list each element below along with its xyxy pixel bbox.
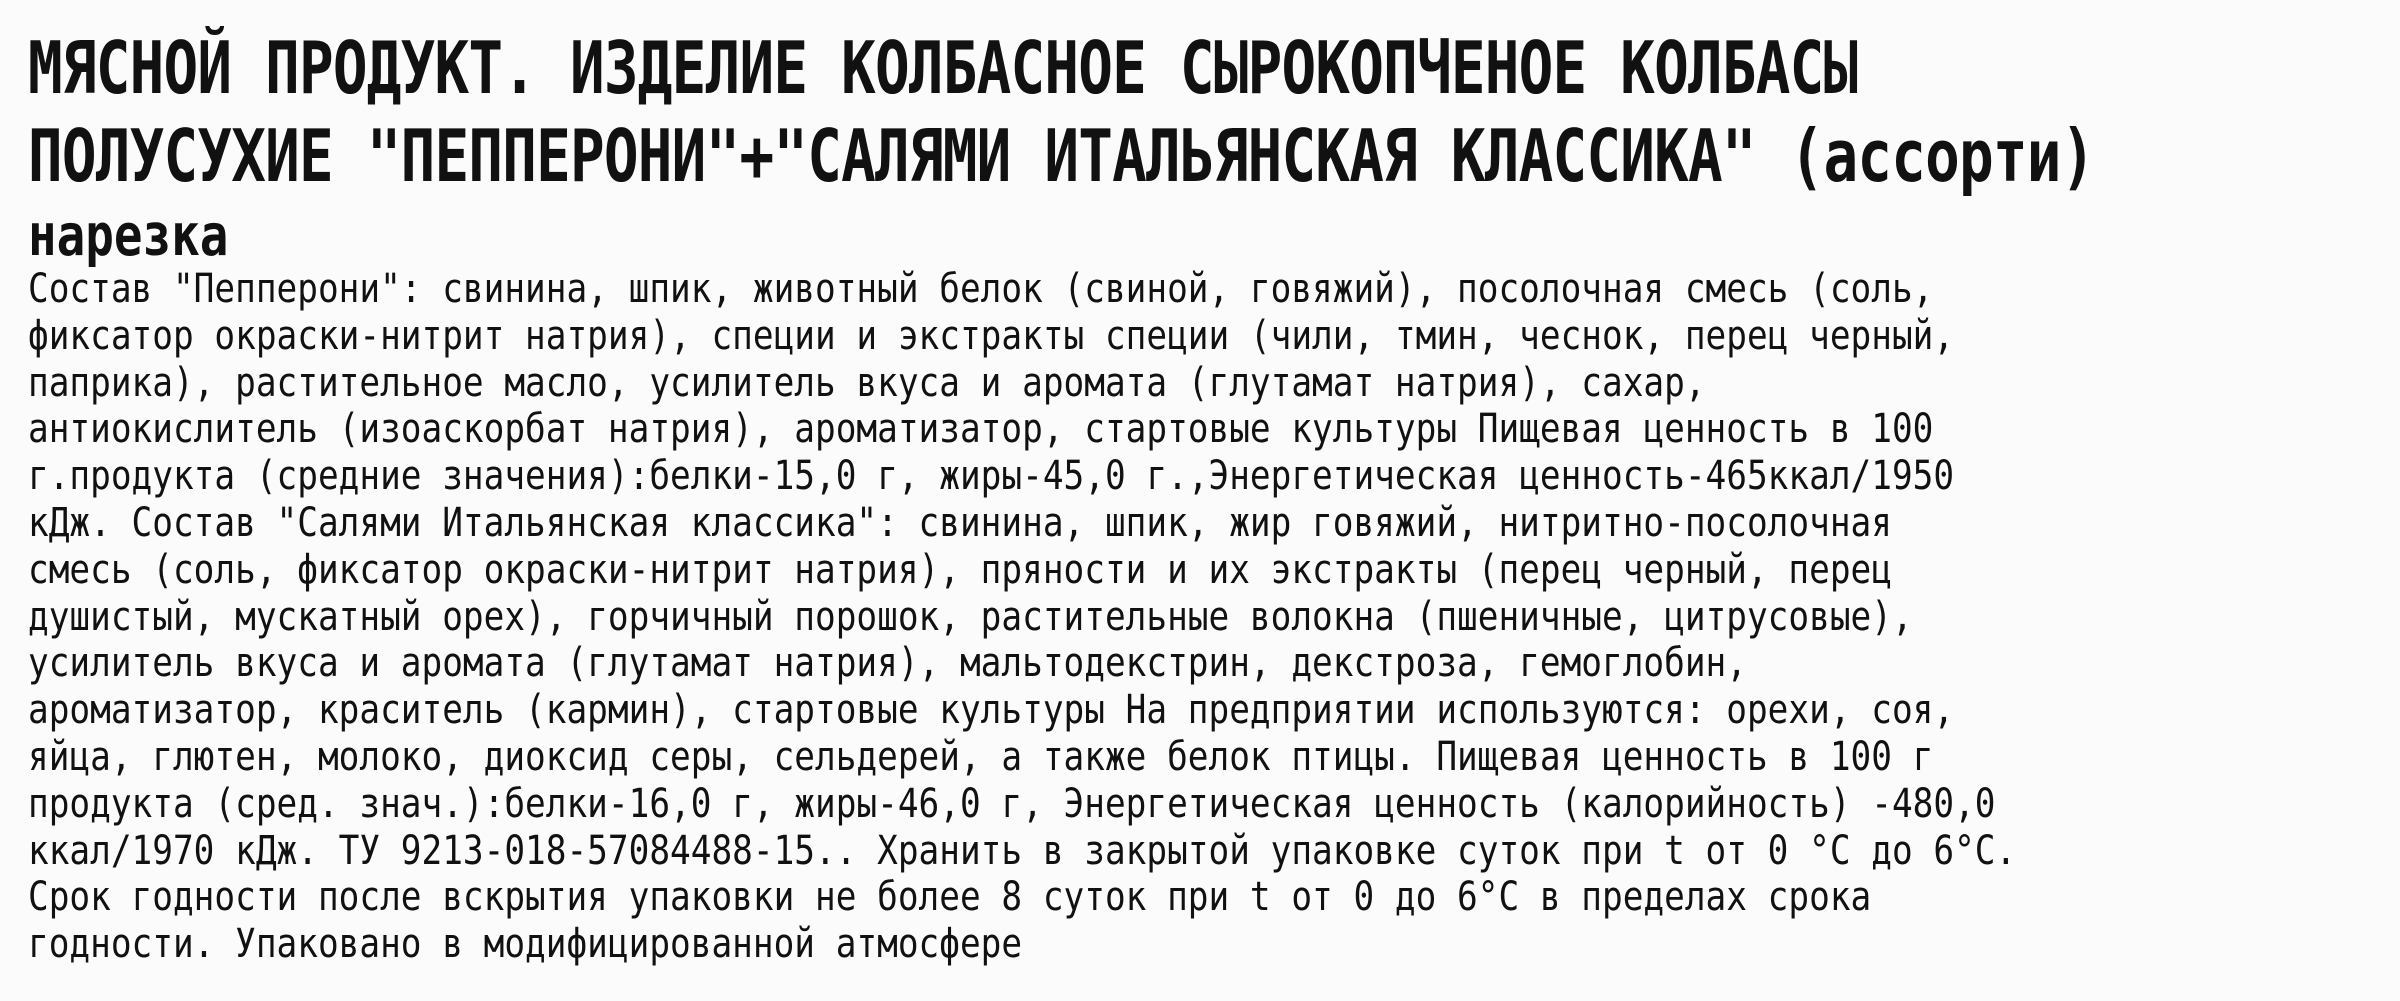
composition-line: фиксатор окраски-нитрит натрия), специи и экстракты специи (чили, тмин, чеснок, перец черный, (28, 312, 1955, 359)
composition-line: усилитель вкуса и аромата (глутамат натрия), мальтодекстрин, декстроза, гемоглобин, (28, 640, 1747, 687)
composition-line: паприка), растительное масло, усилитель вкуса и аромата (глутамат натрия), сахар, (28, 359, 1706, 406)
product-title-line-1: МЯСНОЙ ПРОДУКТ. ИЗДЕЛИЕ КОЛБАСНОЕ СЫРОКОПЧЕНОЕ КОЛБАСЫ (28, 26, 1858, 110)
composition-line: годности. Упаковано в модифицированной атмосфере (28, 921, 1023, 968)
composition-line: антиокислитель (изоаскорбат натрия), ароматизатор, стартовые культуры Пищевая ценность в 100 (28, 406, 1934, 453)
composition-text (28, 266, 2400, 968)
product-title-line-2: ПОЛУСУХИЕ "ПЕППЕРОНИ"+"САЛЯМИ ИТАЛЬЯНСКАЯ КЛАССИКА" (ассорти) (28, 114, 2095, 198)
composition-line: ароматизатор, краситель (кармин), стартовые культуры На предприятии используются: орехи, соя, (28, 687, 1955, 734)
composition-line: г.продукта (средние значения):белки-15,0 г, жиры-45,0 г.,Энергетическая ценность-465ккал/1950 (28, 453, 1955, 500)
composition-line: яйца, глютен, молоко, диоксид серы, сельдерей, а также белок птицы. Пищевая ценность в 100 г (28, 733, 1934, 780)
product-title (28, 24, 2396, 200)
composition-line: душистый, мускатный орех), горчичный порошок, растительные волокна (пшеничные, цитрусовые), (28, 593, 1913, 640)
composition-line: продукта (сред. знач.):белки-16,0 г, жиры-46,0 г, Энергетическая ценность (калорийность) -480,0 (28, 780, 1996, 827)
composition-line: кДж. Состав "Салями Итальянская классика": свинина, шпик, жир говяжий, нитритно-посолочная (28, 499, 1892, 546)
composition-line: смесь (соль, фиксатор окраски-нитрит натрия), пряности и их экстракты (перец черный, перец (28, 546, 1892, 593)
composition-line: ккал/1970 кДж. ТУ 9213-018-57084488-15.. Хранить в закрытой упаковке суток при t от 0 °С до 6°С. (28, 827, 2017, 874)
composition-line: Состав "Пепперони": свинина, шпик, животный белок (свиной, говяжий), посолочная смесь (соль, (28, 266, 1934, 312)
composition-line: Срок годности после вскрытия упаковки не более 8 суток при t от 0 до 6°С в пределах срока (28, 874, 1872, 921)
product-subtitle: нарезка (28, 201, 229, 269)
